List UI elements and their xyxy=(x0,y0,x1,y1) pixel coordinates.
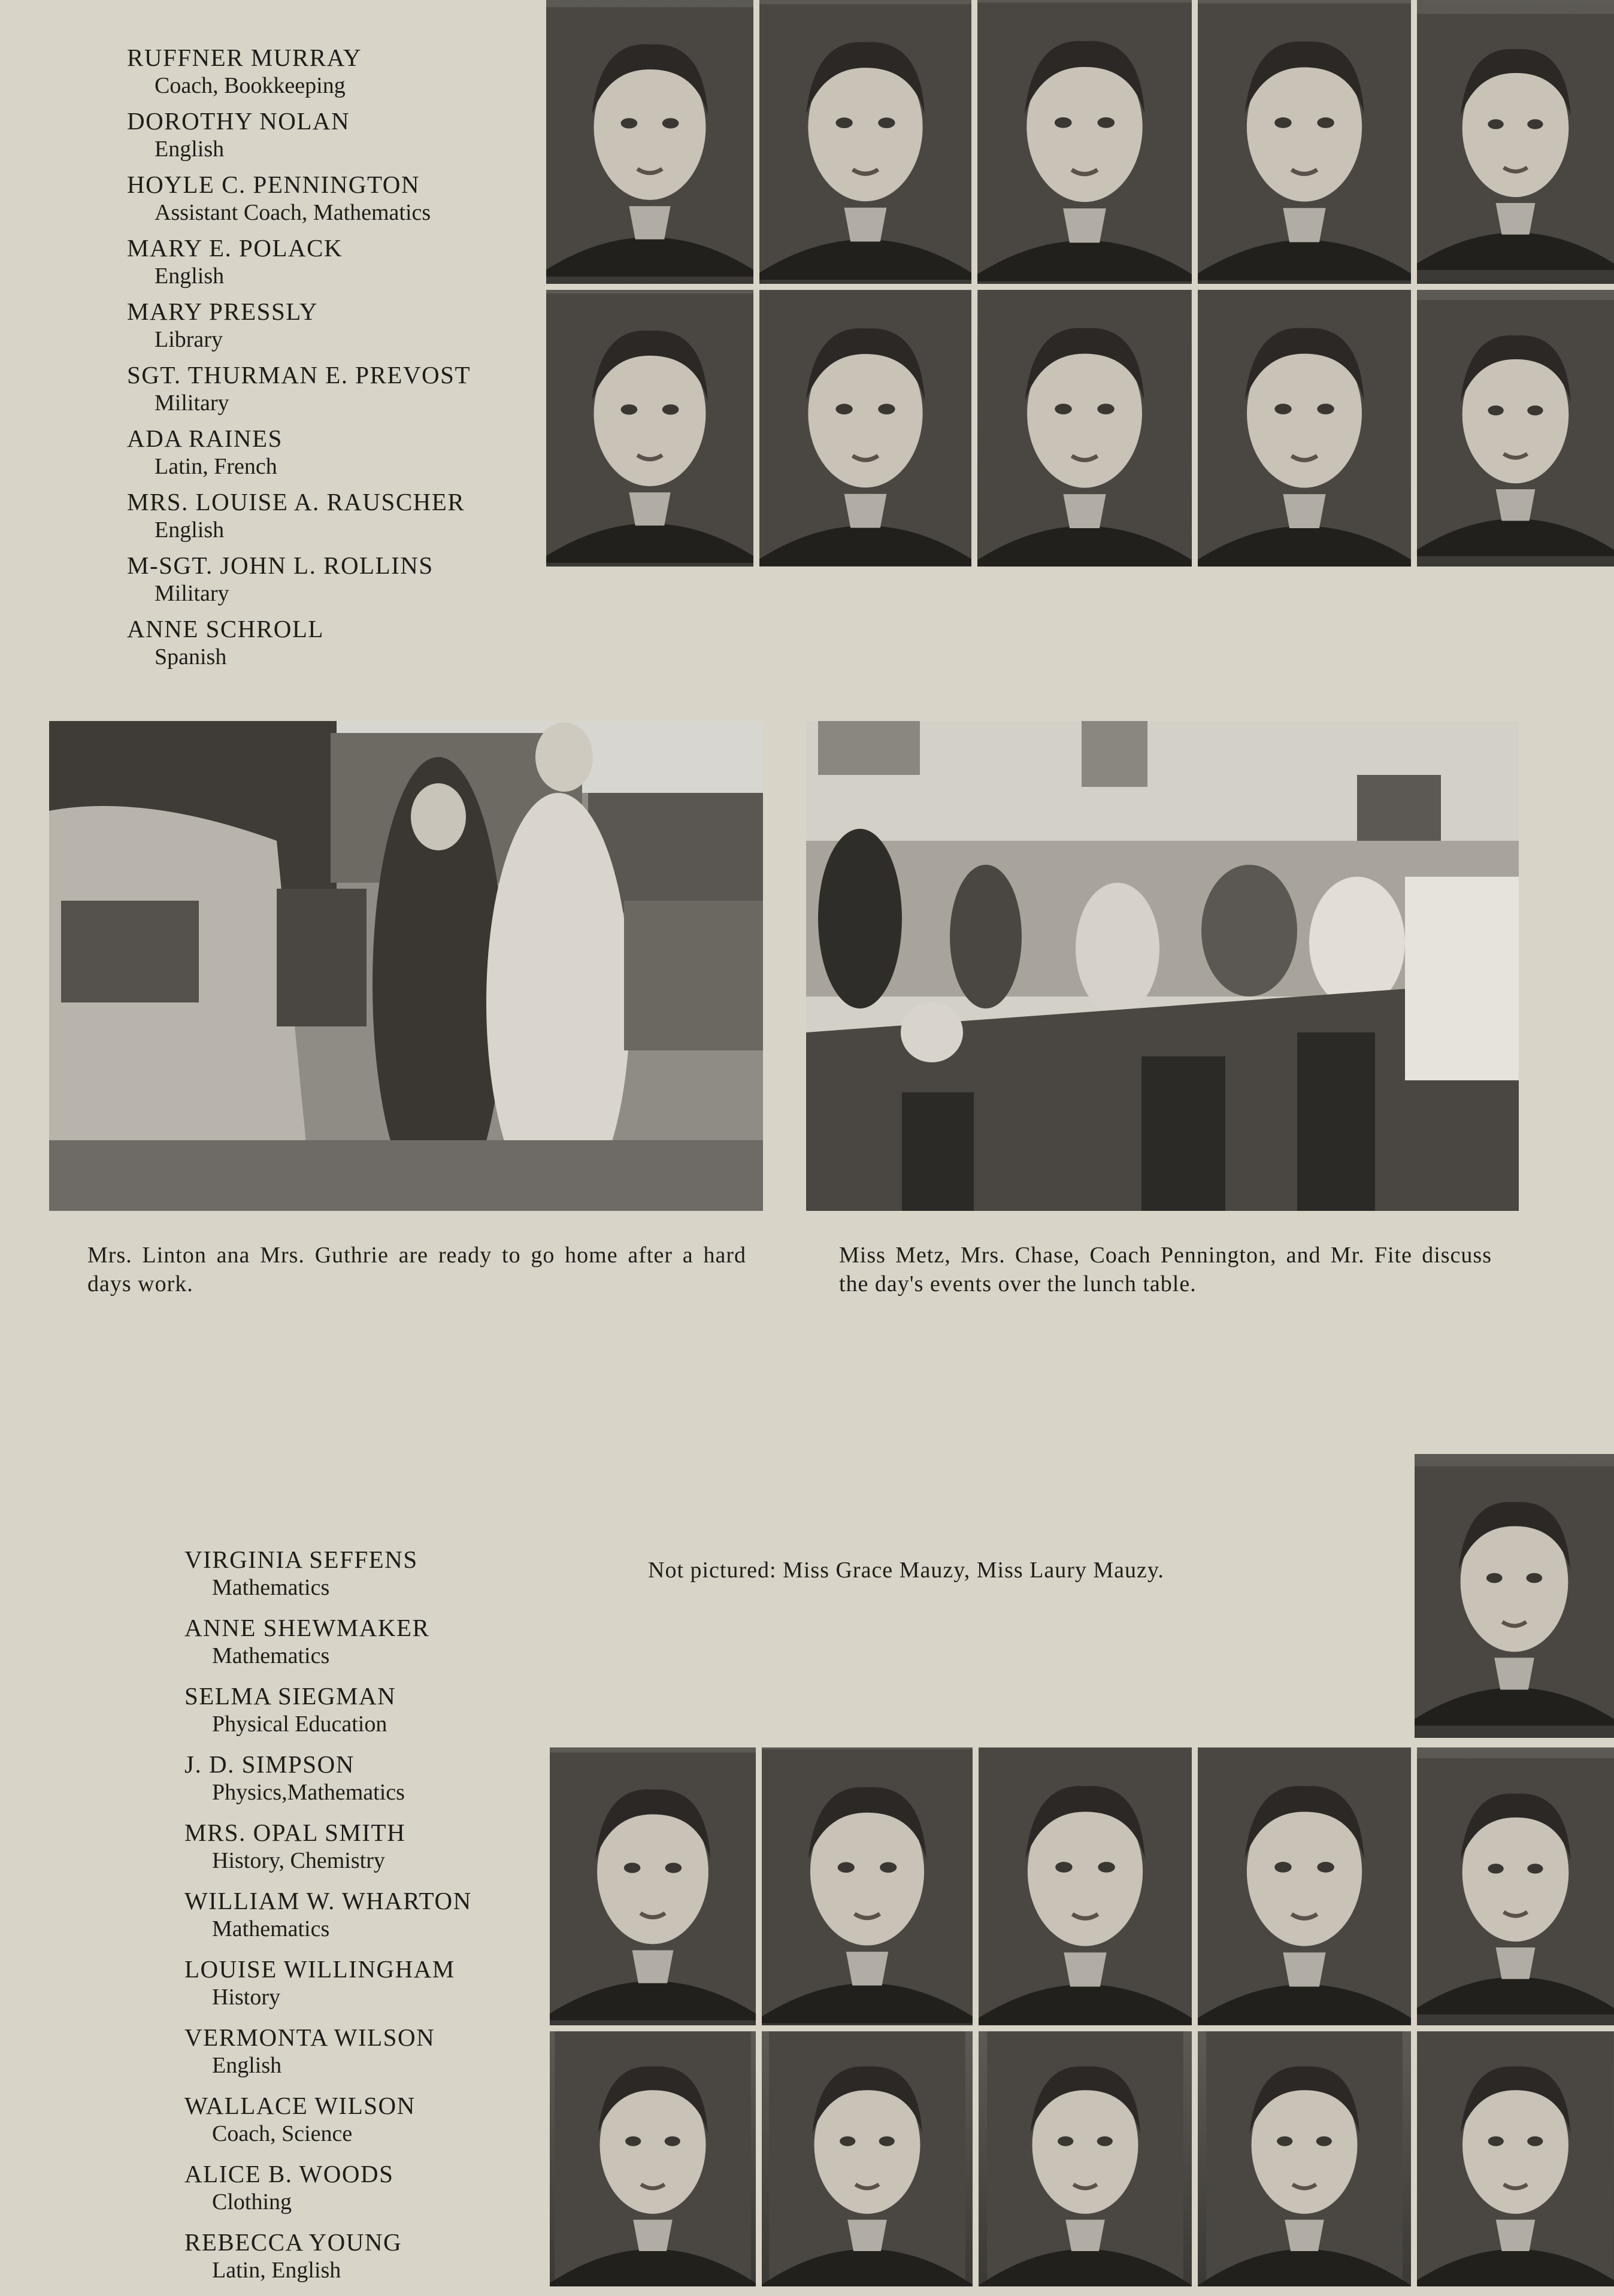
faculty-subject: History, Chemistry xyxy=(212,1848,385,1873)
faculty-entry xyxy=(127,107,534,163)
faculty-name: J. D. SIMPSON xyxy=(184,1750,355,1778)
portrait-photo xyxy=(1417,0,1614,284)
portrait-photo xyxy=(977,290,1192,567)
faculty-name: VERMONTA WILSON xyxy=(184,2024,435,2051)
faculty-subject: Latin, English xyxy=(212,2258,341,2283)
portrait-photo xyxy=(1198,290,1411,567)
faculty-subject: Coach, Bookkeeping xyxy=(155,73,346,98)
portrait-photo xyxy=(762,1747,973,2025)
faculty-subject: Mathematics xyxy=(212,1575,330,1600)
faculty-entry xyxy=(184,2159,544,2216)
faculty-subject: Assistant Coach, Mathematics xyxy=(155,200,431,225)
faculty-subject: English xyxy=(155,517,225,543)
portrait-photo xyxy=(546,0,753,284)
portrait-photo xyxy=(546,290,753,567)
faculty-subject: Latin, French xyxy=(155,454,277,479)
faculty-entry xyxy=(184,2228,544,2284)
faculty-entry xyxy=(184,1955,544,2011)
faculty-subject: Library xyxy=(155,327,223,352)
faculty-name: REBECCA YOUNG xyxy=(184,2228,402,2256)
faculty-name: ALICE B. WOODS xyxy=(184,2160,394,2188)
faculty-entry xyxy=(127,551,534,607)
not-pictured-note: Not pictured: Miss Grace Mauzy, Miss Laury Mauzy. xyxy=(648,1558,1164,1583)
faculty-subject: English xyxy=(155,263,225,289)
portrait-photo xyxy=(1198,0,1411,284)
faculty-subject: Spanish xyxy=(155,644,227,670)
faculty-name: DOROTHY NOLAN xyxy=(127,107,350,135)
candid-photo-car xyxy=(49,721,763,1211)
faculty-subject: History xyxy=(212,1985,280,2010)
faculty-subject: Military xyxy=(155,581,229,606)
faculty-entry xyxy=(184,1613,544,1670)
faculty-name: SGT. THURMAN E. PREVOST xyxy=(127,361,471,389)
faculty-name: ADA RAINES xyxy=(127,425,283,452)
faculty-name: SELMA SIEGMAN xyxy=(184,1682,396,1710)
portrait-photo xyxy=(1198,2031,1411,2286)
faculty-entry xyxy=(127,170,534,226)
faculty-name: VIRGINIA SEFFENS xyxy=(184,1546,418,1573)
faculty-entry xyxy=(127,234,534,290)
faculty-name: LOUISE WILLINGHAM xyxy=(184,1955,455,1983)
faculty-entry xyxy=(184,1886,544,1943)
portrait-photo xyxy=(1417,290,1614,567)
portrait-photo xyxy=(977,0,1192,284)
faculty-entry xyxy=(127,614,534,671)
faculty-name: HOYLE C. PENNINGTON xyxy=(127,171,420,198)
portrait-photo xyxy=(1417,1747,1614,2025)
faculty-entry xyxy=(127,297,534,353)
portrait-photo xyxy=(1417,2031,1614,2286)
faculty-name: MARY E. POLACK xyxy=(127,234,343,262)
faculty-name: ANNE SCHROLL xyxy=(127,615,324,643)
portrait-photo xyxy=(1415,1454,1614,1738)
faculty-list-top xyxy=(127,43,534,678)
faculty-subject: Physical Education xyxy=(212,1712,387,1737)
faculty-name: ANNE SHEWMAKER xyxy=(184,1614,430,1641)
faculty-subject: English xyxy=(155,137,225,162)
faculty-subject: Mathematics xyxy=(212,1916,330,1941)
portrait-photo xyxy=(550,1747,756,2025)
portrait-photo xyxy=(759,290,971,567)
photo-caption-left: Mrs. Linton ana Mrs. Guthrie are ready to go home after a hard days work. xyxy=(87,1243,746,1297)
portrait-photo xyxy=(979,2031,1192,2286)
faculty-entry xyxy=(184,2091,544,2147)
portrait-photo xyxy=(759,0,971,284)
faculty-subject: Military xyxy=(155,390,229,416)
faculty-entry xyxy=(127,361,534,417)
portrait-photo xyxy=(762,2031,973,2286)
portrait-photo xyxy=(979,1747,1192,2025)
faculty-name: RUFFNER MURRAY xyxy=(127,44,362,71)
faculty-name: WILLIAM W. WHARTON xyxy=(184,1887,472,1915)
photo-caption-right: Miss Metz, Mrs. Chase, Coach Pennington, and Mr. Fite discuss the day's events over the lunch table. xyxy=(839,1243,1492,1297)
candid-photo-lunch-table xyxy=(806,721,1519,1211)
faculty-name: MRS. LOUISE A. RAUSCHER xyxy=(127,488,465,516)
faculty-entry xyxy=(184,1818,544,1874)
faculty-subject: Physics,Mathematics xyxy=(212,1780,405,1805)
faculty-entry xyxy=(127,424,534,480)
faculty-entry xyxy=(127,487,534,544)
faculty-list-bottom xyxy=(184,1545,544,2296)
portrait-photo xyxy=(1198,1747,1411,2025)
faculty-name: MARY PRESSLY xyxy=(127,298,318,325)
faculty-subject: English xyxy=(212,2053,282,2078)
faculty-entry xyxy=(184,1750,544,1806)
faculty-entry xyxy=(184,2023,544,2079)
faculty-name: M-SGT. JOHN L. ROLLINS xyxy=(127,552,434,579)
faculty-entry xyxy=(184,1682,544,1738)
faculty-name: MRS. OPAL SMITH xyxy=(184,1819,406,1846)
faculty-entry xyxy=(127,43,534,99)
portrait-photo xyxy=(550,2031,756,2286)
faculty-entry xyxy=(184,1545,544,1601)
faculty-subject: Clothing xyxy=(212,2189,292,2215)
faculty-subject: Coach, Science xyxy=(212,2121,353,2146)
faculty-subject: Mathematics xyxy=(212,1643,330,1668)
faculty-name: WALLACE WILSON xyxy=(184,2092,416,2119)
